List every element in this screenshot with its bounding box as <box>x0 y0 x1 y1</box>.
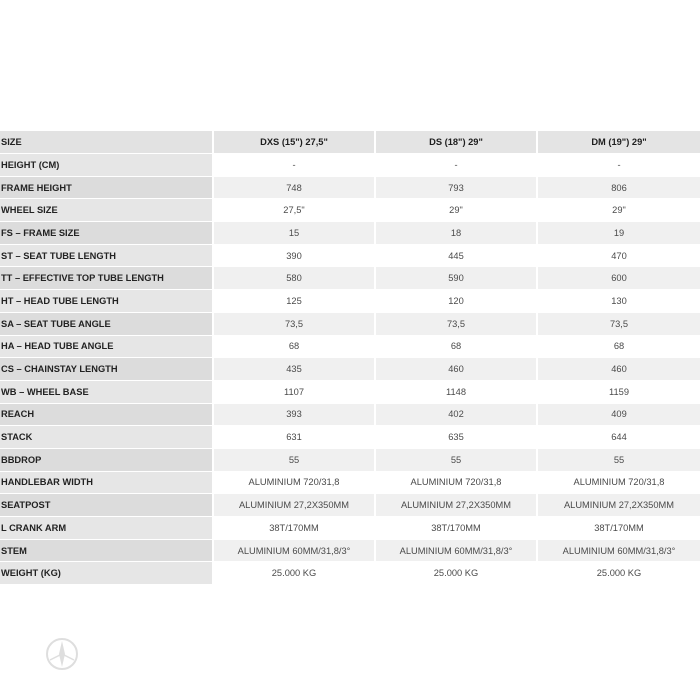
table-row <box>0 290 700 313</box>
table-row <box>0 177 700 200</box>
row-label: WHEEL SIZE <box>0 199 214 222</box>
table-row <box>0 449 700 472</box>
table-cell: 19 <box>538 222 700 245</box>
table-cell: ALUMINIUM 720/31,8 <box>376 472 538 495</box>
table-cell: 644 <box>538 426 700 449</box>
table-cell: 393 <box>214 404 376 427</box>
table-cell: 631 <box>214 426 376 449</box>
table-cell: 15 <box>214 222 376 245</box>
row-label: HA – HEAD TUBE ANGLE <box>0 336 214 359</box>
table-row <box>0 199 700 222</box>
table-cell: - <box>214 154 376 177</box>
table-row <box>0 426 700 449</box>
table-cell: 120 <box>376 290 538 313</box>
table-cell: 38T/170MM <box>538 517 700 540</box>
table-cell: 68 <box>376 336 538 359</box>
header-size-ds: DS (18") 29" <box>376 131 538 154</box>
table-cell: 130 <box>538 290 700 313</box>
table-cell: 580 <box>214 267 376 290</box>
table-row <box>0 336 700 359</box>
table-cell: 68 <box>538 336 700 359</box>
table-cell: 1159 <box>538 381 700 404</box>
row-label: BBDROP <box>0 449 214 472</box>
row-label: STEM <box>0 540 214 563</box>
row-label: FS – FRAME SIZE <box>0 222 214 245</box>
table-row <box>0 358 700 381</box>
table-row <box>0 562 700 585</box>
table-cell: 125 <box>214 290 376 313</box>
table-row <box>0 381 700 404</box>
table-cell: ALUMINIUM 27,2X350MM <box>538 494 700 517</box>
row-label: SEATPOST <box>0 494 214 517</box>
table-cell: ALUMINIUM 27,2X350MM <box>376 494 538 517</box>
row-label: HANDLEBAR WIDTH <box>0 472 214 495</box>
table-cell: ALUMINIUM 720/31,8 <box>538 472 700 495</box>
row-label: STACK <box>0 426 214 449</box>
table-cell: 402 <box>376 404 538 427</box>
table-row <box>0 267 700 290</box>
table-cell: 27,5" <box>214 199 376 222</box>
table-row <box>0 404 700 427</box>
row-label: L CRANK ARM <box>0 517 214 540</box>
table-cell: - <box>376 154 538 177</box>
table-cell: 73,5 <box>538 313 700 336</box>
table-row <box>0 517 700 540</box>
table-cell: 25.000 KG <box>214 562 376 585</box>
table-cell: 390 <box>214 245 376 268</box>
row-label: HT – HEAD TUBE LENGTH <box>0 290 214 313</box>
row-label: REACH <box>0 404 214 427</box>
row-label: WB – WHEEL BASE <box>0 381 214 404</box>
table-cell: 25.000 KG <box>376 562 538 585</box>
table-cell: ALUMINIUM 27,2X350MM <box>214 494 376 517</box>
table-cell: 470 <box>538 245 700 268</box>
table-cell: - <box>538 154 700 177</box>
table-cell: 460 <box>538 358 700 381</box>
row-label: ST – SEAT TUBE LENGTH <box>0 245 214 268</box>
geometry-spec-table <box>0 131 700 585</box>
table-cell: 1148 <box>376 381 538 404</box>
table-cell: 38T/170MM <box>376 517 538 540</box>
table-row <box>0 222 700 245</box>
table-cell: 55 <box>538 449 700 472</box>
table-row <box>0 472 700 495</box>
table-cell: 73,5 <box>214 313 376 336</box>
table-cell: 460 <box>376 358 538 381</box>
table-cell: 38T/170MM <box>214 517 376 540</box>
table-header-row <box>0 131 700 154</box>
row-label: HEIGHT (CM) <box>0 154 214 177</box>
header-size-label: SIZE <box>0 131 214 154</box>
watermark-logo-icon <box>44 636 80 672</box>
table-cell: 435 <box>214 358 376 381</box>
table-cell: 29" <box>376 199 538 222</box>
table-cell: 25.000 KG <box>538 562 700 585</box>
table-row <box>0 154 700 177</box>
table-cell: ALUMINIUM 60MM/31,8/3° <box>214 540 376 563</box>
table-cell: 806 <box>538 177 700 200</box>
table-cell: ALUMINIUM 720/31,8 <box>214 472 376 495</box>
row-label: TT – EFFECTIVE TOP TUBE LENGTH <box>0 267 214 290</box>
table-cell: 73,5 <box>376 313 538 336</box>
table-cell: ALUMINIUM 60MM/31,8/3° <box>538 540 700 563</box>
header-size-dm: DM (19") 29" <box>538 131 700 154</box>
table-cell: 409 <box>538 404 700 427</box>
table-cell: 748 <box>214 177 376 200</box>
table-cell: 29" <box>538 199 700 222</box>
table-cell: 68 <box>214 336 376 359</box>
table-row <box>0 245 700 268</box>
table-cell: 793 <box>376 177 538 200</box>
table-cell: 18 <box>376 222 538 245</box>
table-cell: 600 <box>538 267 700 290</box>
table-body <box>0 154 700 585</box>
table-row <box>0 494 700 517</box>
table-cell: 635 <box>376 426 538 449</box>
row-label: CS – CHAINSTAY LENGTH <box>0 358 214 381</box>
table-row <box>0 540 700 563</box>
table-cell: 55 <box>376 449 538 472</box>
row-label: SA – SEAT TUBE ANGLE <box>0 313 214 336</box>
table-row <box>0 313 700 336</box>
header-size-dxs: DXS (15") 27,5" <box>214 131 376 154</box>
row-label: WEIGHT (KG) <box>0 562 214 585</box>
table-cell: 55 <box>214 449 376 472</box>
table-cell: 445 <box>376 245 538 268</box>
row-label: FRAME HEIGHT <box>0 177 214 200</box>
table-cell: 1107 <box>214 381 376 404</box>
table-cell: ALUMINIUM 60MM/31,8/3° <box>376 540 538 563</box>
table-cell: 590 <box>376 267 538 290</box>
